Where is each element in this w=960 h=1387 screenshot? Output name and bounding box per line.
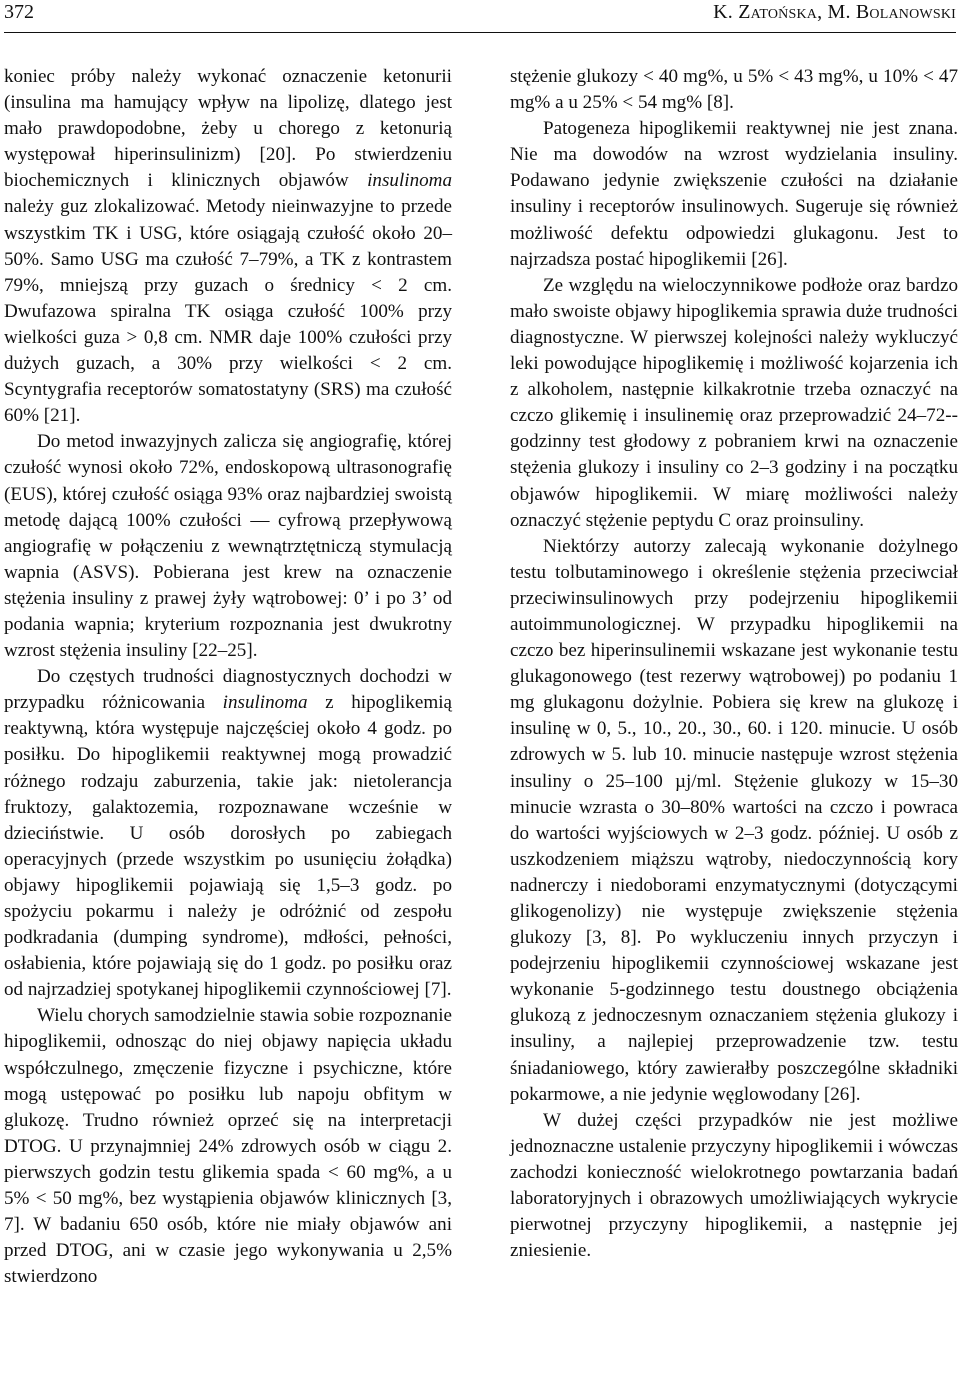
left-column xyxy=(4,64,452,1290)
header-rule xyxy=(4,32,956,33)
paragraph-text: stężenie glukozy < 40 mg%, u 5% < 43 mg%, u 10% < 47 mg% a u 25% < 54 mg% [8]. xyxy=(510,66,958,114)
right-paragraph-3 xyxy=(510,273,958,534)
paragraph-text: Do metod inwazyjnych zalicza się angiografię, której czułość wynosi około 72%, endoskopową ultrasonografię (EUS), której czułość osiąga 93% oraz najbardziej swoistą metodę dającą 100% czułości — cyfrową przepływową angiografię w połączeniu z wewnątrztętniczą stymulacją wapnia (ASVS). Pobierana jest krew na oznaczenie stężenia insuliny z prawej żyły wątrobowej: 0’ i po 3’ od podania wapnia; kryterium rozpoznania jest dwukrotny wzrost stężenia insuliny [22–25]. xyxy=(4,431,452,662)
right-column xyxy=(510,64,958,1264)
paragraph-text: Patogeneza hipoglikemii reaktywnej nie jest znana. Nie ma dowodów na wzrost wydzielania insuliny. Podawano jedynie zwiększenie czułości na działanie insuliny i receptorów insulinowych. Sugeruje się również możliwość defektu odpowiedzi glukagonu. Jest to najrzadsza postać hipoglikemii [26]. xyxy=(510,118,958,270)
left-paragraph-1 xyxy=(4,64,452,429)
paragraph-text: W dużej części przypadków nie jest możliwe jednoznaczne ustalenie przyczyny hipoglikemii i wówczas zachodzi konieczność wielokrotnego powtarzania badań laboratoryjnych i obrazowych umożliwiających wykrycie pierwotnej przyczyny hipoglikemii, a następnie jej zniesienie. xyxy=(510,1109,959,1262)
left-paragraph-4 xyxy=(4,1003,452,1290)
paragraph-text: Ze względu na wieloczynnikowe podłoże oraz bardzo mało swoiste objawy hipoglikemia sprawia duże trudności diagnostyczne. W pierwszej kolejności należy wykluczyć leki powodujące hipoglikemię i możliwość kojarzenia ich z alkoholem, następnie kilkakrotnie trzeba oznaczyć na czczo glikemię i insulinemię oraz przeprowadzić 24–72--godzinny test głodowy z pobraniem krwi na oznaczenie stężenia glukozy i insuliny co 2–3 godziny i na początku objawów hipoglikemii. W miarę możliwości należy oznaczyć stężenie peptydu C oraz proinsuliny. xyxy=(510,274,958,531)
paragraph-text: Wielu chorych samodzielnie stawia sobie rozpoznanie hipoglikemii, odnosząc do niej objawy napięcia układu współczulnego, zmęczenie fizyczne i psychiczne, które mogą ustępować po posiłku lub napoju obfitym w glukozę. Trudno również oprzeć się na interpretacji DTOG. U przynajmniej 24% zdrowych osób w ciągu 2. pierwszych godzin testu glikemia spada < 60 mg%, a u 5% < 50 mg%, bez wystąpienia objawów klinicznych [3, 7]. W badaniu 650 osób, które nie miały objawów ani przed DTOG, ani w czasie jego wykonywania u 2,5% stwierdzono xyxy=(4,1005,452,1288)
italic-term: insulinoma xyxy=(367,170,452,192)
right-paragraph-5 xyxy=(510,1108,958,1265)
paragraph-text: koniec próby należy wykonać oznaczenie ketonurii (insulina ma hamujący wpływ na lipolizę, dlatego jest mało prawdopodobne, żeby u chorego z ketonurią występował hiperinsulinizm) [20]. Po stwierdzeniu biochemicznych i klinicznych objawów xyxy=(4,66,452,192)
right-paragraph-1 xyxy=(510,64,958,116)
paragraph-text: należy guz zlokalizować. Metody nieinwazyjne to przede wszystkim TK i USG, które osiągają czułość około 20–50%. Samo USG ma czułość 7–79%, a TK z kontrastem 79%, mniejszą przy guzach o średnicy < 2 cm. Dwufazowa spiralna TK osiąga czułość 100% przy wielkości guza > 0,8 cm. NMR daje 100% czułości przy dużych guzach, a 30% przy wielkości < 2 cm. Scyntygrafia receptorów somatostatyny (SRS) ma czułość 60% [21]. xyxy=(4,196,452,427)
page-header xyxy=(0,0,960,38)
left-paragraph-2 xyxy=(4,429,452,664)
right-paragraph-2 xyxy=(510,116,958,273)
left-paragraph-3 xyxy=(4,664,452,1003)
right-paragraph-4 xyxy=(510,534,958,1108)
paragraph-text: Niektórzy autorzy zalecają wykonanie dożylnego testu tolbutaminowego i określenie stężenia przeciwciał przeciwinsulinowych przy podejrzeniu hipoglikemii autoimmunologicznej. W przypadku hipoglikemii na czczo bez hiperinsulinemii wskazane jest wykonanie testu glukagonowego (test rezerwy wątrobowej) po podaniu 1 mg glukagonu dożylnie. Pobiera się krew na glukozę i insulinę w 0, 5., 10., 20., 30., 60. i 120. minucie. U osób zdrowych w 5. lub 10. minucie następuje wzrost stężenia insuliny o 25–100 µj/ml. Stężenie glukozy w 15–30 minucie wzrasta o 30–80% wartości na czczo i powraca do wartości wyjściowych w 2–3 godz. później. U osób z uszkodzeniem miąższu wątroby, niedoczynnością kory nadnerczy i niedoborami enzymatycznymi (dotyczącymi glikogenolizy) nie występuje zwiększenie stężenia glukozy [3, 8]. Po wykluczeniu innych przyczyn i podejrzeniu hipoglikemii czynnościowej wskazane jest wykonanie 5-godzinnego testu doustnego obciążenia glukozą z jednoczesnym oznaczaniem stężenia glukozy i insuliny, a najlepiej przeprowadzenie tzw. testu śniadaniowego, który zawierałby poszczególne składniki pokarmowe, a nie jedynie węglowodany [26]. xyxy=(510,535,958,1105)
paragraph-text: z hipoglikemią reaktywną, która występuje najczęściej około 4 godz. po posiłku. Do hipoglikemii reaktywnej mogą prowadzić różnego rodzaju zaburzenia, takie jak: nietolerancja fruktozy, galaktozemia, rozpoznawane wcześnie w dzieciństwie. U osób dorosłych po zabiegach operacyjnych (przede wszystkim po usunięciu żołądka) objawy hipoglikemii pojawiają się 1,5–3 godz. po spożyciu pokarmu i należy je odróżnić od zespołu podkradania (dumping syndrome), mdłości, pełności, osłabienia, które pojawiają się do 1 godz. po posiłku oraz od najrzadziej spotykanej hipoglikemii czynnościowej [7]. xyxy=(4,692,453,1001)
page-number: 372 xyxy=(4,1,34,23)
italic-term: insulinoma xyxy=(222,692,308,714)
running-head-authors: K. Zatońska, M. Bolanowski xyxy=(713,1,956,23)
paragraph-text: Do częstych trudności diagnostycznych dochodzi w przypadku różnicowania xyxy=(4,666,452,714)
